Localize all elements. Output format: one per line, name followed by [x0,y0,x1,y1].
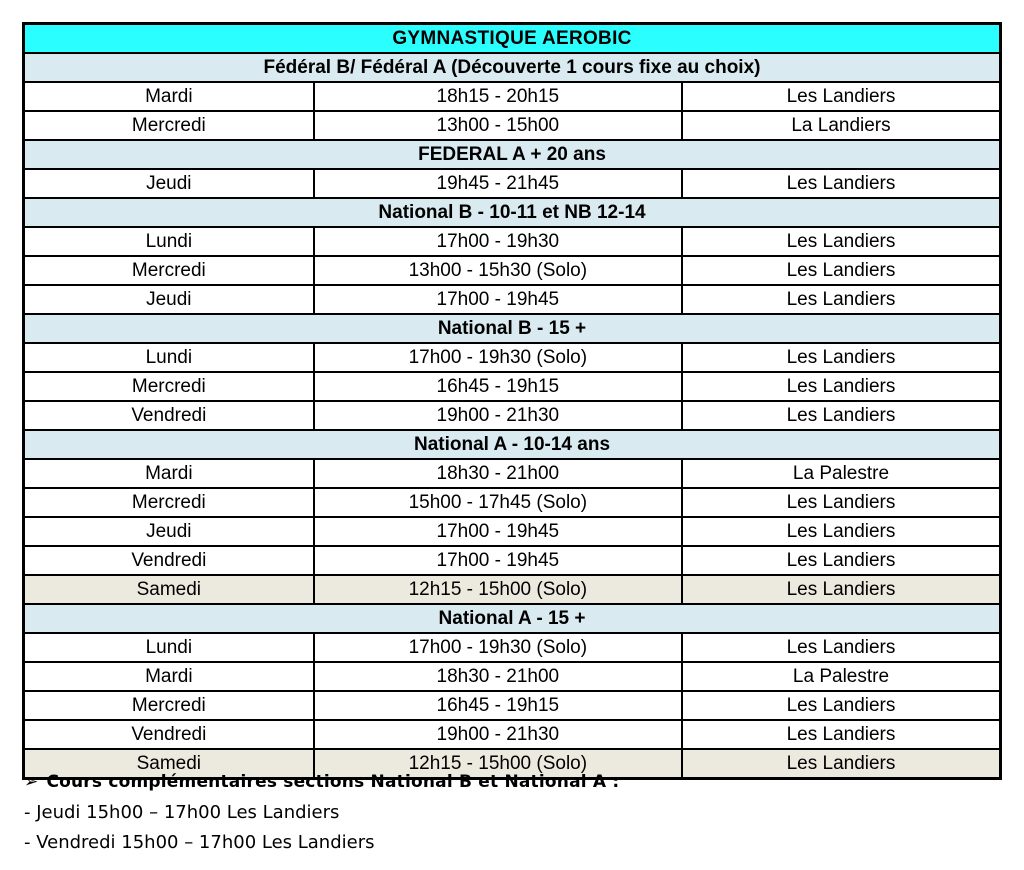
section-header: FEDERAL A + 20 ans [24,140,1001,169]
time-cell: 13h00 - 15h30 (Solo) [314,256,682,285]
notes-heading-text: Cours complémentaires sections National B et National A : [46,772,620,792]
day-cell: Vendredi [24,546,314,575]
day-cell: Samedi [24,749,314,779]
table-row [24,575,1001,604]
time-cell: 18h30 - 21h00 [314,459,682,488]
day-cell: Mercredi [24,372,314,401]
place-cell: Les Landiers [682,546,1001,575]
note-line-jeudi: - Jeudi 15h00 – 17h00 Les Landiers [24,802,340,823]
title-row [24,24,1001,54]
section-header: National B - 10-11 et NB 12-14 [24,198,1001,227]
section-header-row [24,198,1001,227]
section-header: National B - 15 + [24,314,1001,343]
place-cell: Les Landiers [682,575,1001,604]
time-cell: 17h00 - 19h30 (Solo) [314,633,682,662]
table-row [24,256,1001,285]
time-cell: 12h15 - 15h00 (Solo) [314,575,682,604]
table-row [24,488,1001,517]
time-cell: 19h00 - 21h30 [314,720,682,749]
table-row [24,227,1001,256]
day-cell: Vendredi [24,720,314,749]
section-header-row [24,430,1001,459]
day-cell: Samedi [24,575,314,604]
table-row [24,662,1001,691]
day-cell: Lundi [24,227,314,256]
day-cell: Jeudi [24,517,314,546]
day-cell: Lundi [24,633,314,662]
table-row [24,169,1001,198]
section-header-row [24,53,1001,82]
place-cell: Les Landiers [682,720,1001,749]
table-row [24,343,1001,372]
time-cell: 17h00 - 19h30 [314,227,682,256]
place-cell: Les Landiers [682,82,1001,111]
day-cell: Mardi [24,662,314,691]
section-header-row [24,314,1001,343]
time-cell: 18h30 - 21h00 [314,662,682,691]
schedule-table-body [24,53,1001,779]
notes-section [24,772,984,862]
schedule-table [22,22,1002,780]
place-cell: Les Landiers [682,517,1001,546]
day-cell: Lundi [24,343,314,372]
place-cell: Les Landiers [682,488,1001,517]
place-cell: La Landiers [682,111,1001,140]
time-cell: 16h45 - 19h15 [314,691,682,720]
day-cell: Mercredi [24,111,314,140]
place-cell: Les Landiers [682,169,1001,198]
place-cell: Les Landiers [682,343,1001,372]
time-cell: 19h45 - 21h45 [314,169,682,198]
place-cell: Les Landiers [682,285,1001,314]
table-row [24,372,1001,401]
table-row [24,691,1001,720]
place-cell: Les Landiers [682,372,1001,401]
time-cell: 17h00 - 19h45 [314,517,682,546]
table-row [24,82,1001,111]
day-cell: Vendredi [24,401,314,430]
day-cell: Mardi [24,459,314,488]
table-row [24,633,1001,662]
day-cell: Mercredi [24,256,314,285]
notes-heading [24,772,984,792]
table-row [24,517,1001,546]
table-title: GYMNASTIQUE AEROBIC [24,24,1001,54]
place-cell: La Palestre [682,662,1001,691]
section-header: National A - 15 + [24,604,1001,633]
day-cell: Jeudi [24,285,314,314]
place-cell: Les Landiers [682,749,1001,779]
time-cell: 17h00 - 19h45 [314,285,682,314]
section-header-row [24,604,1001,633]
day-cell: Mercredi [24,691,314,720]
section-header: National A - 10-14 ans [24,430,1001,459]
time-cell: 12h15 - 15h00 (Solo) [314,749,682,779]
table-row [24,720,1001,749]
table-row [24,111,1001,140]
table-row [24,459,1001,488]
time-cell: 16h45 - 19h15 [314,372,682,401]
time-cell: 19h00 - 21h30 [314,401,682,430]
day-cell: Mardi [24,82,314,111]
table-row [24,285,1001,314]
time-cell: 15h00 - 17h45 (Solo) [314,488,682,517]
day-cell: Mercredi [24,488,314,517]
time-cell: 13h00 - 15h00 [314,111,682,140]
arrow-bullet-icon: ➢ [24,772,39,792]
place-cell: La Palestre [682,459,1001,488]
place-cell: Les Landiers [682,633,1001,662]
table-row [24,546,1001,575]
section-header: Fédéral B/ Fédéral A (Découverte 1 cours fixe au choix) [24,53,1001,82]
place-cell: Les Landiers [682,401,1001,430]
time-cell: 18h15 - 20h15 [314,82,682,111]
table-row [24,401,1001,430]
time-cell: 17h00 - 19h45 [314,546,682,575]
day-cell: Jeudi [24,169,314,198]
note-line-vendredi: - Vendredi 15h00 – 17h00 Les Landiers [24,832,375,853]
time-cell: 17h00 - 19h30 (Solo) [314,343,682,372]
place-cell: Les Landiers [682,227,1001,256]
place-cell: Les Landiers [682,691,1001,720]
section-header-row [24,140,1001,169]
place-cell: Les Landiers [682,256,1001,285]
